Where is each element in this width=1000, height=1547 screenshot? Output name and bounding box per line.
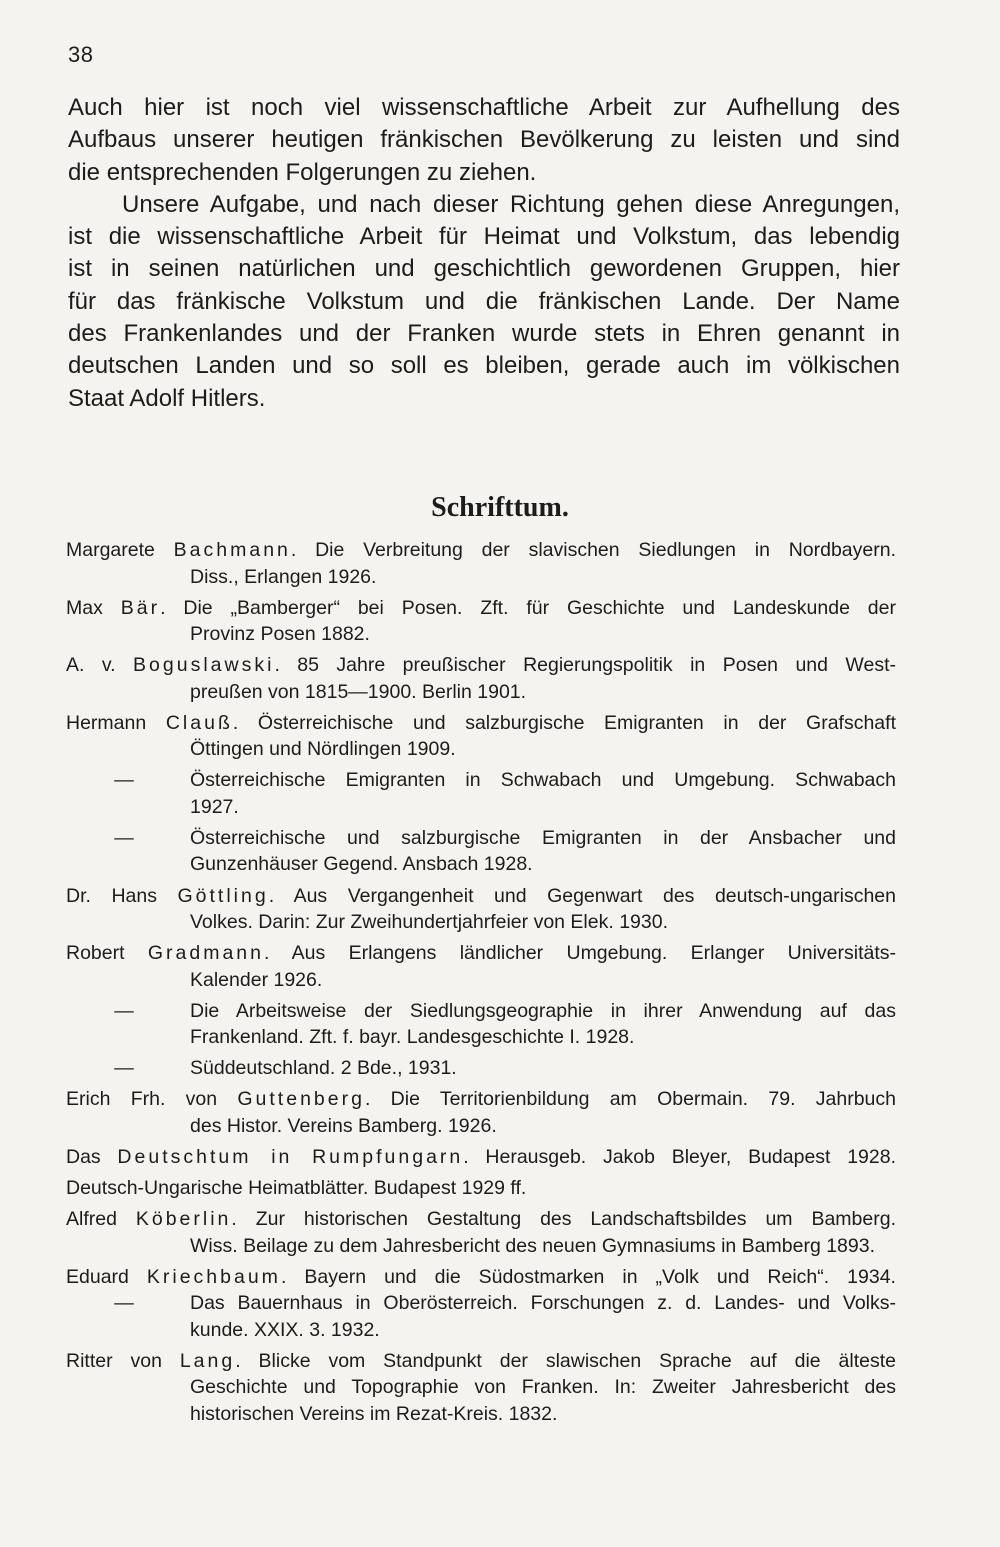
entry-continuation: 1927.: [190, 795, 239, 818]
bibliography-list: [66, 537, 896, 1432]
paragraph2-line: für das fränkische Volkstum und die fränkischen Lande. Der Name: [68, 287, 900, 315]
ditto-dash: —: [114, 999, 134, 1022]
ditto-dash: —: [114, 826, 134, 849]
entry-dash-line: — Die Arbeitsweise der Siedlungsgeographie in ihrer Anwendung auf das: [66, 998, 896, 1025]
ditto-dash: —: [114, 1057, 134, 1080]
entry-first-line: Alfred Köberlin. Zur historischen Gestaltung des Landschaftsbildes um Bamberg.: [66, 1208, 896, 1231]
entry-first-line: Ritter von Lang. Blicke vom Standpunkt der slawischen Sprache auf die älteste: [66, 1349, 896, 1372]
entry-dash-line: — Das Bauernhaus in Oberösterreich. Forschungen z. d. Landes- und Volks-: [66, 1290, 896, 1317]
author-name: Boguslawski: [133, 654, 275, 677]
entry-continuation: Kalender 1926.: [190, 968, 323, 991]
page-number: 38: [68, 42, 94, 67]
entry-first-line: A. v. Boguslawski. 85 Jahre preußischer Regierungspolitik in Posen und West-: [66, 654, 896, 677]
author-name: Gradmann: [147, 942, 264, 965]
bibliography-entry: [66, 825, 896, 878]
paragraph2-line: Staat Adolf Hitlers.: [68, 384, 266, 412]
entry-continuation: Geschichte und Topographie von Franken. In: Zweiter Jahresbericht des: [190, 1376, 896, 1399]
bibliography-entry: [66, 1206, 896, 1259]
bibliography-entry: [66, 1055, 896, 1082]
bibliography-entry: [66, 940, 896, 993]
author-name: Bachmann: [173, 539, 291, 561]
bibliography-entry: [66, 1290, 896, 1343]
paragraph2-line: des Frankenlandes und der Franken wurde stets in Ehren genannt in: [68, 320, 900, 348]
ditto-dash: —: [114, 1292, 134, 1315]
entry-dash-line: — Süddeutschland. 2 Bde., 1931.: [66, 1055, 896, 1082]
paragraph2-line: Unsere Aufgabe, und nach dieser Richtung gehen diese Anregungen,: [122, 190, 900, 218]
bibliography-entry: [66, 595, 896, 648]
entry-first-line: Dr. Hans Göttling. Aus Vergangenheit und Gegenwart des deutsch-ungarischen: [66, 884, 896, 907]
paragraph1-line: Auch hier ist noch viel wissenschaftliche Arbeit zur Aufhellung des: [68, 94, 900, 121]
entry-continuation: Volkes. Darin: Zur Zweihundertjahrfeier von Elek. 1930.: [190, 911, 668, 934]
entry-continuation: Frankenland. Zft. f. bayr. Landesgeschichte I. 1928.: [190, 1026, 635, 1049]
author-name: Clauß: [165, 711, 233, 734]
entry-continuation: Öttingen und Nördlingen 1909.: [190, 738, 456, 761]
paragraph2-line: ist die wissenschaftliche Arbeit für Heimat und Volkstum, das lebendig: [68, 223, 900, 251]
entry-dash-line: — Österreichische Emigranten in Schwabach und Umgebung. Schwabach: [66, 767, 896, 794]
author-name: Köberlin: [135, 1208, 232, 1231]
paragraph1-line: Aufbaus unserer heutigen fränkischen Bevölkerung zu leisten und sind: [68, 126, 900, 154]
author-name: Kriechbaum: [146, 1265, 281, 1288]
bibliography-entry: [66, 883, 896, 936]
section-heading: Schrifttum.: [431, 492, 569, 523]
entry-continuation: Diss., Erlangen 1926.: [190, 565, 377, 588]
bibliography-entry: [66, 1264, 896, 1291]
bibliography-entry: [66, 652, 896, 705]
ditto-dash: —: [114, 769, 134, 792]
author-name: Guttenberg: [237, 1088, 365, 1111]
author-name: Deutschtum in Rumpfungarn: [117, 1146, 464, 1169]
entry-first-line: Hermann Clauß. Österreichische und salzburgische Emigranten in der Grafschaft: [66, 711, 896, 734]
bibliography-entry: [66, 1175, 896, 1202]
entry-first-line: Das Deutschtum in Rumpfungarn. Herausgeb. Jakob Bleyer, Budapest 1928.: [66, 1146, 896, 1169]
entry-continuation: preußen von 1815—1900. Berlin 1901.: [190, 680, 527, 703]
author-name: Göttling: [177, 884, 269, 907]
author-name: Lang: [179, 1349, 236, 1372]
bibliography-entry: [66, 537, 896, 590]
bibliography-entry: [66, 767, 896, 820]
entry-continuation: kunde. XXIX. 3. 1932.: [190, 1318, 380, 1341]
bibliography-entry: [66, 710, 896, 763]
entry-continuation: Provinz Posen 1882.: [190, 623, 370, 646]
bibliography-entry: [66, 1348, 896, 1428]
entry-dash-line: — Österreichische und salzburgische Emigranten in der Ansbacher und: [66, 825, 896, 852]
entry-first-line: Robert Gradmann. Aus Erlangens ländlicher Umgebung. Erlanger Universitäts-: [66, 942, 896, 965]
author-name: Bär: [120, 596, 161, 619]
bibliography-entry: [66, 1144, 896, 1171]
paragraph2-line: deutschen Landen und so soll es bleiben, gerade auch im völkischen: [68, 352, 900, 380]
bibliography-entry: [66, 998, 896, 1051]
paragraph2-line: ist in seinen natürlichen und geschichtlich gewordenen Gruppen, hier: [68, 255, 900, 283]
entry-continuation: Wiss. Beilage zu dem Jahresbericht des neuen Gymnasiums in Bamberg 1893.: [190, 1234, 876, 1257]
entry-first-line: Max Bär. Die „Bamberger“ bei Posen. Zft. für Geschichte und Landeskunde der: [66, 596, 896, 619]
entry-first-line: Eduard Kriechbaum. Bayern und die Südostmarken in „Volk und Reich“. 1934.: [66, 1265, 896, 1288]
entry-continuation: historischen Vereins im Rezat-Kreis. 1832.: [190, 1402, 558, 1425]
entry-first-line: Deutsch-Ungarische Heimatblätter. Budapest 1929 ff.: [66, 1177, 527, 1200]
entry-first-line: Margarete Bachmann. Die Verbreitung der slavischen Siedlungen in Nordbayern.: [66, 539, 897, 561]
bibliography-entry: [66, 1086, 896, 1139]
paragraph1-line: die entsprechenden Folgerungen zu ziehen.: [68, 158, 537, 186]
body-text: [68, 92, 900, 415]
entry-continuation: des Histor. Vereins Bamberg. 1926.: [190, 1114, 497, 1137]
entry-continuation: Gunzenhäuser Gegend. Ansbach 1928.: [190, 853, 533, 876]
entry-first-line: Erich Frh. von Guttenberg. Die Territorienbildung am Obermain. 79. Jahrbuch: [66, 1088, 896, 1111]
